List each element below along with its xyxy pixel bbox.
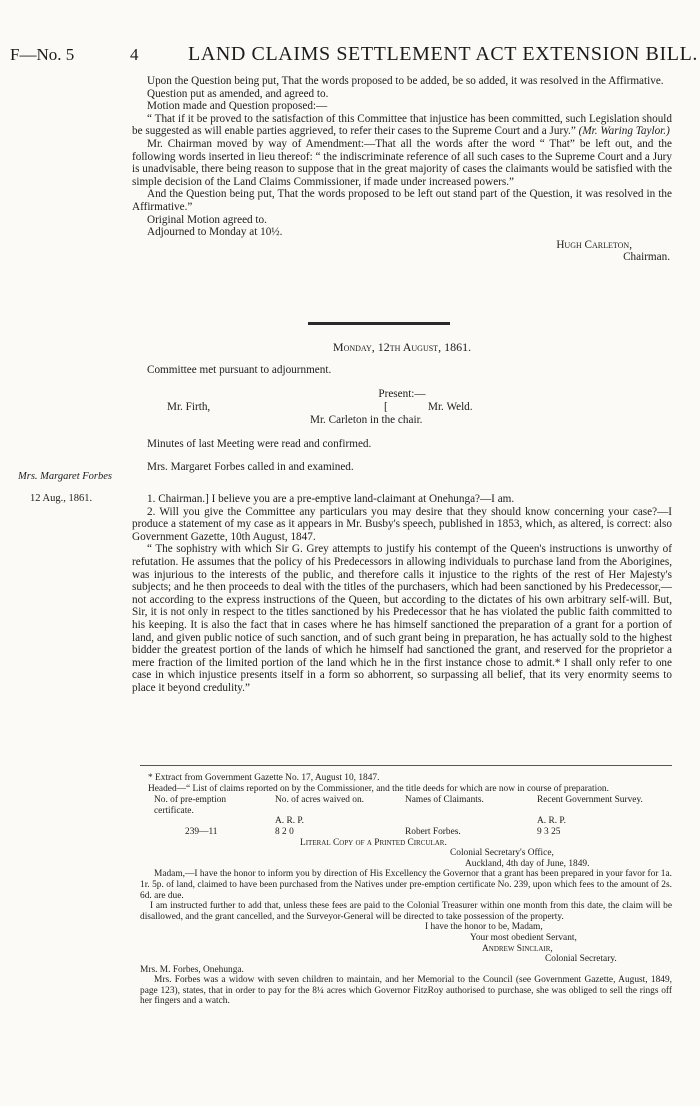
paragraph: Motion made and Question proposed:— bbox=[147, 100, 328, 113]
closing-note: Mrs. Forbes was a widow with seven children to maintain, and her Memorial to the Council (see Government Gazette, August, 1849, page 123), states, that in order to pay for the 8¼ acres which Governor FitzRoy authorised to purchase, she was obliged to sell the rings off her fingers and a watch. bbox=[140, 975, 672, 1007]
meeting-opening: Committee met pursuant to adjournment. bbox=[147, 363, 332, 376]
document-reference: F—No. 5 bbox=[10, 45, 75, 64]
chairman-signature: Hugh Carleton, bbox=[556, 238, 632, 251]
present-label: Present:— bbox=[378, 388, 426, 401]
chairman-title: Chairman. bbox=[623, 251, 670, 264]
addressee: Mrs. M. Forbes, Onehunga. bbox=[140, 964, 244, 975]
closing-line: I have the honor to be, Madam, bbox=[425, 922, 543, 933]
motion-text bbox=[132, 113, 672, 138]
table-unit bbox=[385, 816, 515, 827]
minutes-line: Minutes of last Meeting were read and confirmed. bbox=[147, 438, 372, 451]
paragraph: Original Motion agreed to. bbox=[147, 213, 267, 226]
paragraph: Question put as amended, and agreed to. bbox=[147, 87, 329, 100]
table-header: Names of Claimants. bbox=[405, 795, 484, 806]
margin-date: 12 Aug., 1861. bbox=[30, 493, 93, 504]
table-row bbox=[140, 827, 672, 838]
page-number: 4 bbox=[130, 45, 139, 64]
claims-table-units bbox=[140, 816, 672, 827]
page-title: LAND CLAIMS SETTLEMENT ACT EXTENSION BILL. bbox=[188, 43, 698, 65]
place-date: Auckland, 4th day of June, 1849. bbox=[465, 858, 590, 869]
member-firth: Mr. Firth, bbox=[167, 400, 211, 413]
circular-title: Literal Copy of a Printed Circular. bbox=[300, 837, 447, 848]
margin-witness-name: Mrs. Margaret Forbes bbox=[18, 471, 113, 482]
signatory-title: Colonial Secretary. bbox=[545, 954, 617, 965]
chair-line: Mr. Carleton in the chair. bbox=[310, 413, 423, 426]
closing-line: Your most obedient Servant, bbox=[470, 932, 577, 943]
table-unit bbox=[140, 816, 260, 827]
quoted-speech: “ The sophistry with which Sir G. Grey attempts to justify his contempt of the Queen's instructions is unworthy of refutation. He assumes that the policy of his Predecessors in allowing individuals to purchase land from the Aborigines, was injurious to the interests of the public, and therefore calls it injustice to the rights of the rest of Her Majesty's subjects; and he then proceeds to deal with the titles of the purchasers, which had been sanctioned by his Predecessor,—not according to the express instructions of the Queen, but according to the dictates of his own arbitrary self-will. But, Sir, it is not only in respect to the titles sanctioned by his Predecessor that he has violated the public faith committed to his keeping. It is also the fact that in cases where he has himself sanctioned the preparation of a grant for a portion of land, and given public notice of such sanction, and of such grant being in preparation, he has actually sold to the highest bidder the greatest portion of the lands of which he himself had sanctioned the grant, and reserved for the proprietor a mere fraction of the limited portion of the land which he in the first instance chose to admit.* I shall only refer to one case in which injustice presents itself in a form so abhorrent, so surpassing all belief, that its very enormity seems to place it beyond credulity.” bbox=[132, 543, 672, 694]
table-cell: Robert Forbes. bbox=[405, 826, 461, 837]
table-cell: 9 3 25 bbox=[537, 826, 561, 837]
circular-paragraph: Madam,—I have the honor to inform you by direction of His Excellency the Governor that a grant has been prepared in your favor for 1a. 1r. 5p. of land, claimed to have been purchased from the Natives under pre-emption certificate No. 239, upon which fees to the amount of 2s. 6d. are due. bbox=[140, 869, 672, 901]
paragraph: Mr. Chairman moved by way of Amendment:—That all the words after the word “ That” be left out, and the following words inserted in lieu thereof: “ the indiscriminate reference of all such cases to the Supreme Court and a Jury is unadvisable, there being reason to suppose that in the great majority of cases the claimants would be satisfied with the simple decision of the Land Claims Commissioner, if made under increased powers.” bbox=[132, 137, 672, 188]
circular-paragraph: I am instructed further to add that, unless these fees are paid to the Colonial Treasurer within one month from this date, the claim will be disallowed, and the grant cancelled, and the Surveyor-General will be directed to take possession of the property. bbox=[140, 901, 672, 922]
motion-attribution: (Mr. Waring Taylor.) bbox=[578, 125, 670, 138]
table-header: Recent Government Survey. bbox=[537, 795, 643, 806]
table-cell: 8 2 0 bbox=[275, 826, 294, 837]
meeting-section bbox=[132, 341, 672, 474]
question-2: 2. Will you give the Committee any particulars you may desire that they should know concerning your case?—I produce a statement of my case as it appears in Mr. Busby's speech, published in 1853, which, as altered, is correct: also Government Gazette, 10th August, 1847. bbox=[132, 505, 672, 543]
paragraph: And the Question being put, That the words proposed to be left out stand part of the Question, it was resolved in the Affirmative.” bbox=[132, 188, 672, 213]
claims-table-header bbox=[140, 795, 672, 816]
page-header bbox=[10, 43, 698, 71]
signatory-name: Andrew Sinclair, bbox=[482, 943, 553, 954]
table-cell: 239—11 bbox=[185, 826, 218, 837]
paragraph: Adjourned to Monday at 10½. bbox=[147, 226, 283, 239]
office-line: Colonial Secretary's Office, bbox=[450, 848, 554, 859]
table-unit: A. R. P. bbox=[537, 816, 566, 827]
meeting-date: Monday, 12th August, 1861. bbox=[332, 340, 472, 354]
footnote-extract: * Extract from Government Gazette No. 17, August 10, 1847. bbox=[148, 773, 380, 783]
members-present bbox=[132, 401, 672, 414]
paragraph: Upon the Question being put, That the words proposed to be added, be so added, it was resolved in the Affirmative. bbox=[147, 75, 664, 87]
motion-quote: “ That if it be proved to the satisfaction of this Committee that injustice has been committed, such Legislation should be suggested as will enable parties aggrieved, to refer their cases to the Supreme Court and a Jury.” bbox=[132, 112, 672, 138]
question-1: 1. Chairman.] I believe you are a pre-emptive land-claimant at Onehunga?—I am. bbox=[147, 493, 515, 505]
section-divider bbox=[308, 322, 450, 325]
member-weld: Mr. Weld. bbox=[428, 400, 473, 413]
witness-called: Mrs. Margaret Forbes called in and examined. bbox=[147, 460, 354, 473]
evidence-section bbox=[132, 493, 672, 695]
table-unit: A. R. P. bbox=[275, 816, 304, 827]
table-header: No. of pre-emption certificate. bbox=[154, 795, 227, 816]
footnote-heading: Headed—“ List of claims reported on by the Commissioner, and the title deeds for which are now in course of preparation. bbox=[148, 783, 609, 794]
table-header: No. of acres waived on. bbox=[275, 795, 365, 806]
footnote-divider bbox=[140, 765, 672, 766]
footnote bbox=[140, 773, 672, 1007]
bracket: [ bbox=[384, 400, 388, 413]
proceedings-section bbox=[132, 75, 672, 264]
